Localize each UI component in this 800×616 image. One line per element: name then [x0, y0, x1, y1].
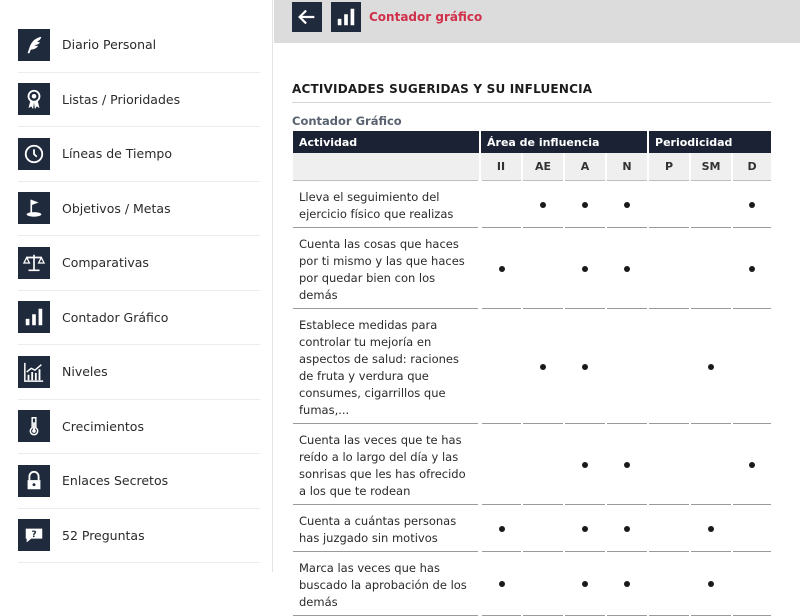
mark-cell [732, 423, 771, 504]
table-row [293, 180, 771, 227]
column-header: P [648, 153, 690, 180]
mark-cell [732, 551, 771, 615]
mark-cell [564, 308, 606, 423]
mark-dot [499, 526, 505, 532]
mark-cell [648, 308, 690, 423]
mark-cell [522, 423, 564, 504]
mark-cell [480, 504, 522, 551]
mark-cell [732, 308, 771, 423]
table-body [293, 180, 771, 615]
mark-cell [648, 180, 690, 227]
sidebar-item-diario-personal[interactable] [18, 18, 260, 73]
table-title: Contador Gráfico [292, 114, 402, 128]
header-activity: Actividad [293, 131, 480, 153]
mark-cell [690, 504, 732, 551]
mark-dot [582, 581, 588, 587]
column-header: N [606, 153, 648, 180]
sidebar-item-label: Objetivos / Metas [62, 200, 171, 216]
svg-text:?: ? [31, 529, 37, 541]
mark-cell [564, 551, 606, 615]
column-header: A [564, 153, 606, 180]
growth-chart-icon [18, 356, 50, 388]
mark-dot [749, 202, 755, 208]
mark-cell [606, 423, 648, 504]
mark-cell [522, 180, 564, 227]
activity-cell: Cuenta las cosas que haces por ti mismo y las que haces por quedar bien con los demás [293, 227, 480, 308]
table-row [293, 308, 771, 423]
mark-dot [624, 526, 630, 532]
sidebar-item-label: Niveles [62, 364, 108, 380]
mark-cell [732, 227, 771, 308]
table-row [293, 504, 771, 551]
sidebar-item-label: 52 Preguntas [62, 527, 145, 543]
sidebar-item-contador-grafico[interactable] [18, 291, 260, 346]
activities-table [293, 131, 771, 616]
activity-cell: Marca las veces que has buscado la aprobación de los demás [293, 551, 480, 615]
sidebar-item-label: Comparativas [62, 255, 149, 271]
header-area-influence: Área de influencia [480, 131, 648, 153]
mark-dot [624, 266, 630, 272]
mark-dot [582, 462, 588, 468]
mark-cell [480, 227, 522, 308]
mark-dot [708, 526, 714, 532]
mark-cell [648, 504, 690, 551]
mark-cell [648, 227, 690, 308]
mark-dot [624, 462, 630, 468]
mark-cell [732, 504, 771, 551]
mark-cell [606, 227, 648, 308]
sidebar-item-label: Crecimientos [62, 418, 144, 434]
mark-cell [480, 551, 522, 615]
mark-dot [708, 364, 714, 370]
section-heading: ACTIVIDADES SUGERIDAS Y SU INFLUENCIA [292, 82, 771, 103]
mark-dot [708, 581, 714, 587]
mark-cell [690, 423, 732, 504]
sidebar-item-label: Diario Personal [62, 37, 157, 53]
lock-icon [18, 465, 50, 497]
mark-cell [732, 180, 771, 227]
mark-cell [690, 227, 732, 308]
activity-cell: Cuenta a cuántas personas has juzgado sin motivos [293, 504, 480, 551]
column-header: II [480, 153, 522, 180]
column-header: SM [690, 153, 732, 180]
page-title: Contador gráfico [369, 10, 483, 24]
sidebar-item-label: Listas / Prioridades [62, 91, 181, 107]
mark-cell [480, 423, 522, 504]
sidebar-item-enlaces-secretos[interactable] [18, 454, 260, 509]
scales-icon [18, 247, 50, 279]
sidebar [0, 0, 273, 572]
clock-icon [18, 138, 50, 170]
mark-cell [564, 180, 606, 227]
mark-dot [582, 266, 588, 272]
mark-cell [690, 308, 732, 423]
activity-cell: Cuenta las veces que te has reído a lo largo del día y las sonrisas que les has ofrecido a los que te rodean [293, 423, 480, 504]
arrow-left-icon [296, 6, 318, 28]
subheader-blank [293, 153, 480, 180]
sidebar-item-52-preguntas[interactable] [18, 509, 260, 564]
bar-chart-icon [18, 301, 50, 333]
mark-dot [540, 202, 546, 208]
mark-cell [648, 551, 690, 615]
mark-cell [690, 551, 732, 615]
mark-cell [480, 180, 522, 227]
column-header: D [732, 153, 771, 180]
mark-dot [499, 581, 505, 587]
table-row [293, 227, 771, 308]
sidebar-item-label: Contador Gráfico [62, 309, 169, 325]
sidebar-item-label: Líneas de Tiempo [62, 146, 172, 162]
mark-cell [690, 180, 732, 227]
mark-cell [606, 504, 648, 551]
mark-cell [522, 551, 564, 615]
mark-cell [606, 308, 648, 423]
sidebar-item-listas-prioridades[interactable] [18, 73, 260, 128]
mark-cell [522, 308, 564, 423]
mark-dot [749, 266, 755, 272]
mark-dot [624, 202, 630, 208]
column-header: AE [522, 153, 564, 180]
bar-chart-icon [331, 2, 361, 32]
golf-flag-icon [18, 192, 50, 224]
mark-dot [499, 266, 505, 272]
mark-cell [480, 308, 522, 423]
mark-dot [582, 364, 588, 370]
sidebar-item-comparativas[interactable] [18, 236, 260, 291]
award-icon [18, 83, 50, 115]
mark-cell [606, 551, 648, 615]
mark-dot [582, 202, 588, 208]
mark-dot [749, 462, 755, 468]
activity-cell: Lleva el seguimiento del ejercicio físico que realizas [293, 180, 480, 227]
feather-icon [18, 29, 50, 61]
activity-cell: Establece medidas para controlar tu mejoría en aspectos de salud: raciones de fruta y verdura que consumes, cigarrillos que fumas,... [293, 308, 480, 423]
question-chat-icon [18, 519, 50, 551]
mark-dot [624, 581, 630, 587]
mark-cell [564, 504, 606, 551]
mark-cell [522, 504, 564, 551]
mark-cell [606, 180, 648, 227]
sidebar-item-lineas-de-tiempo[interactable] [18, 127, 260, 182]
mark-cell [564, 423, 606, 504]
header-periodicity: Periodicidad [648, 131, 771, 153]
sidebar-item-crecimientos[interactable] [18, 400, 260, 455]
mark-cell [564, 227, 606, 308]
sidebar-item-niveles[interactable] [18, 345, 260, 400]
thermometer-icon [18, 410, 50, 442]
sidebar-item-objetivos-metas[interactable] [18, 182, 260, 237]
back-button[interactable] [292, 2, 322, 32]
mark-dot [582, 526, 588, 532]
page-header [274, 0, 800, 43]
mark-cell [648, 423, 690, 504]
mark-cell [522, 227, 564, 308]
mark-dot [540, 364, 546, 370]
table-row [293, 423, 771, 504]
table-row [293, 551, 771, 615]
sidebar-item-label: Enlaces Secretos [62, 473, 169, 489]
